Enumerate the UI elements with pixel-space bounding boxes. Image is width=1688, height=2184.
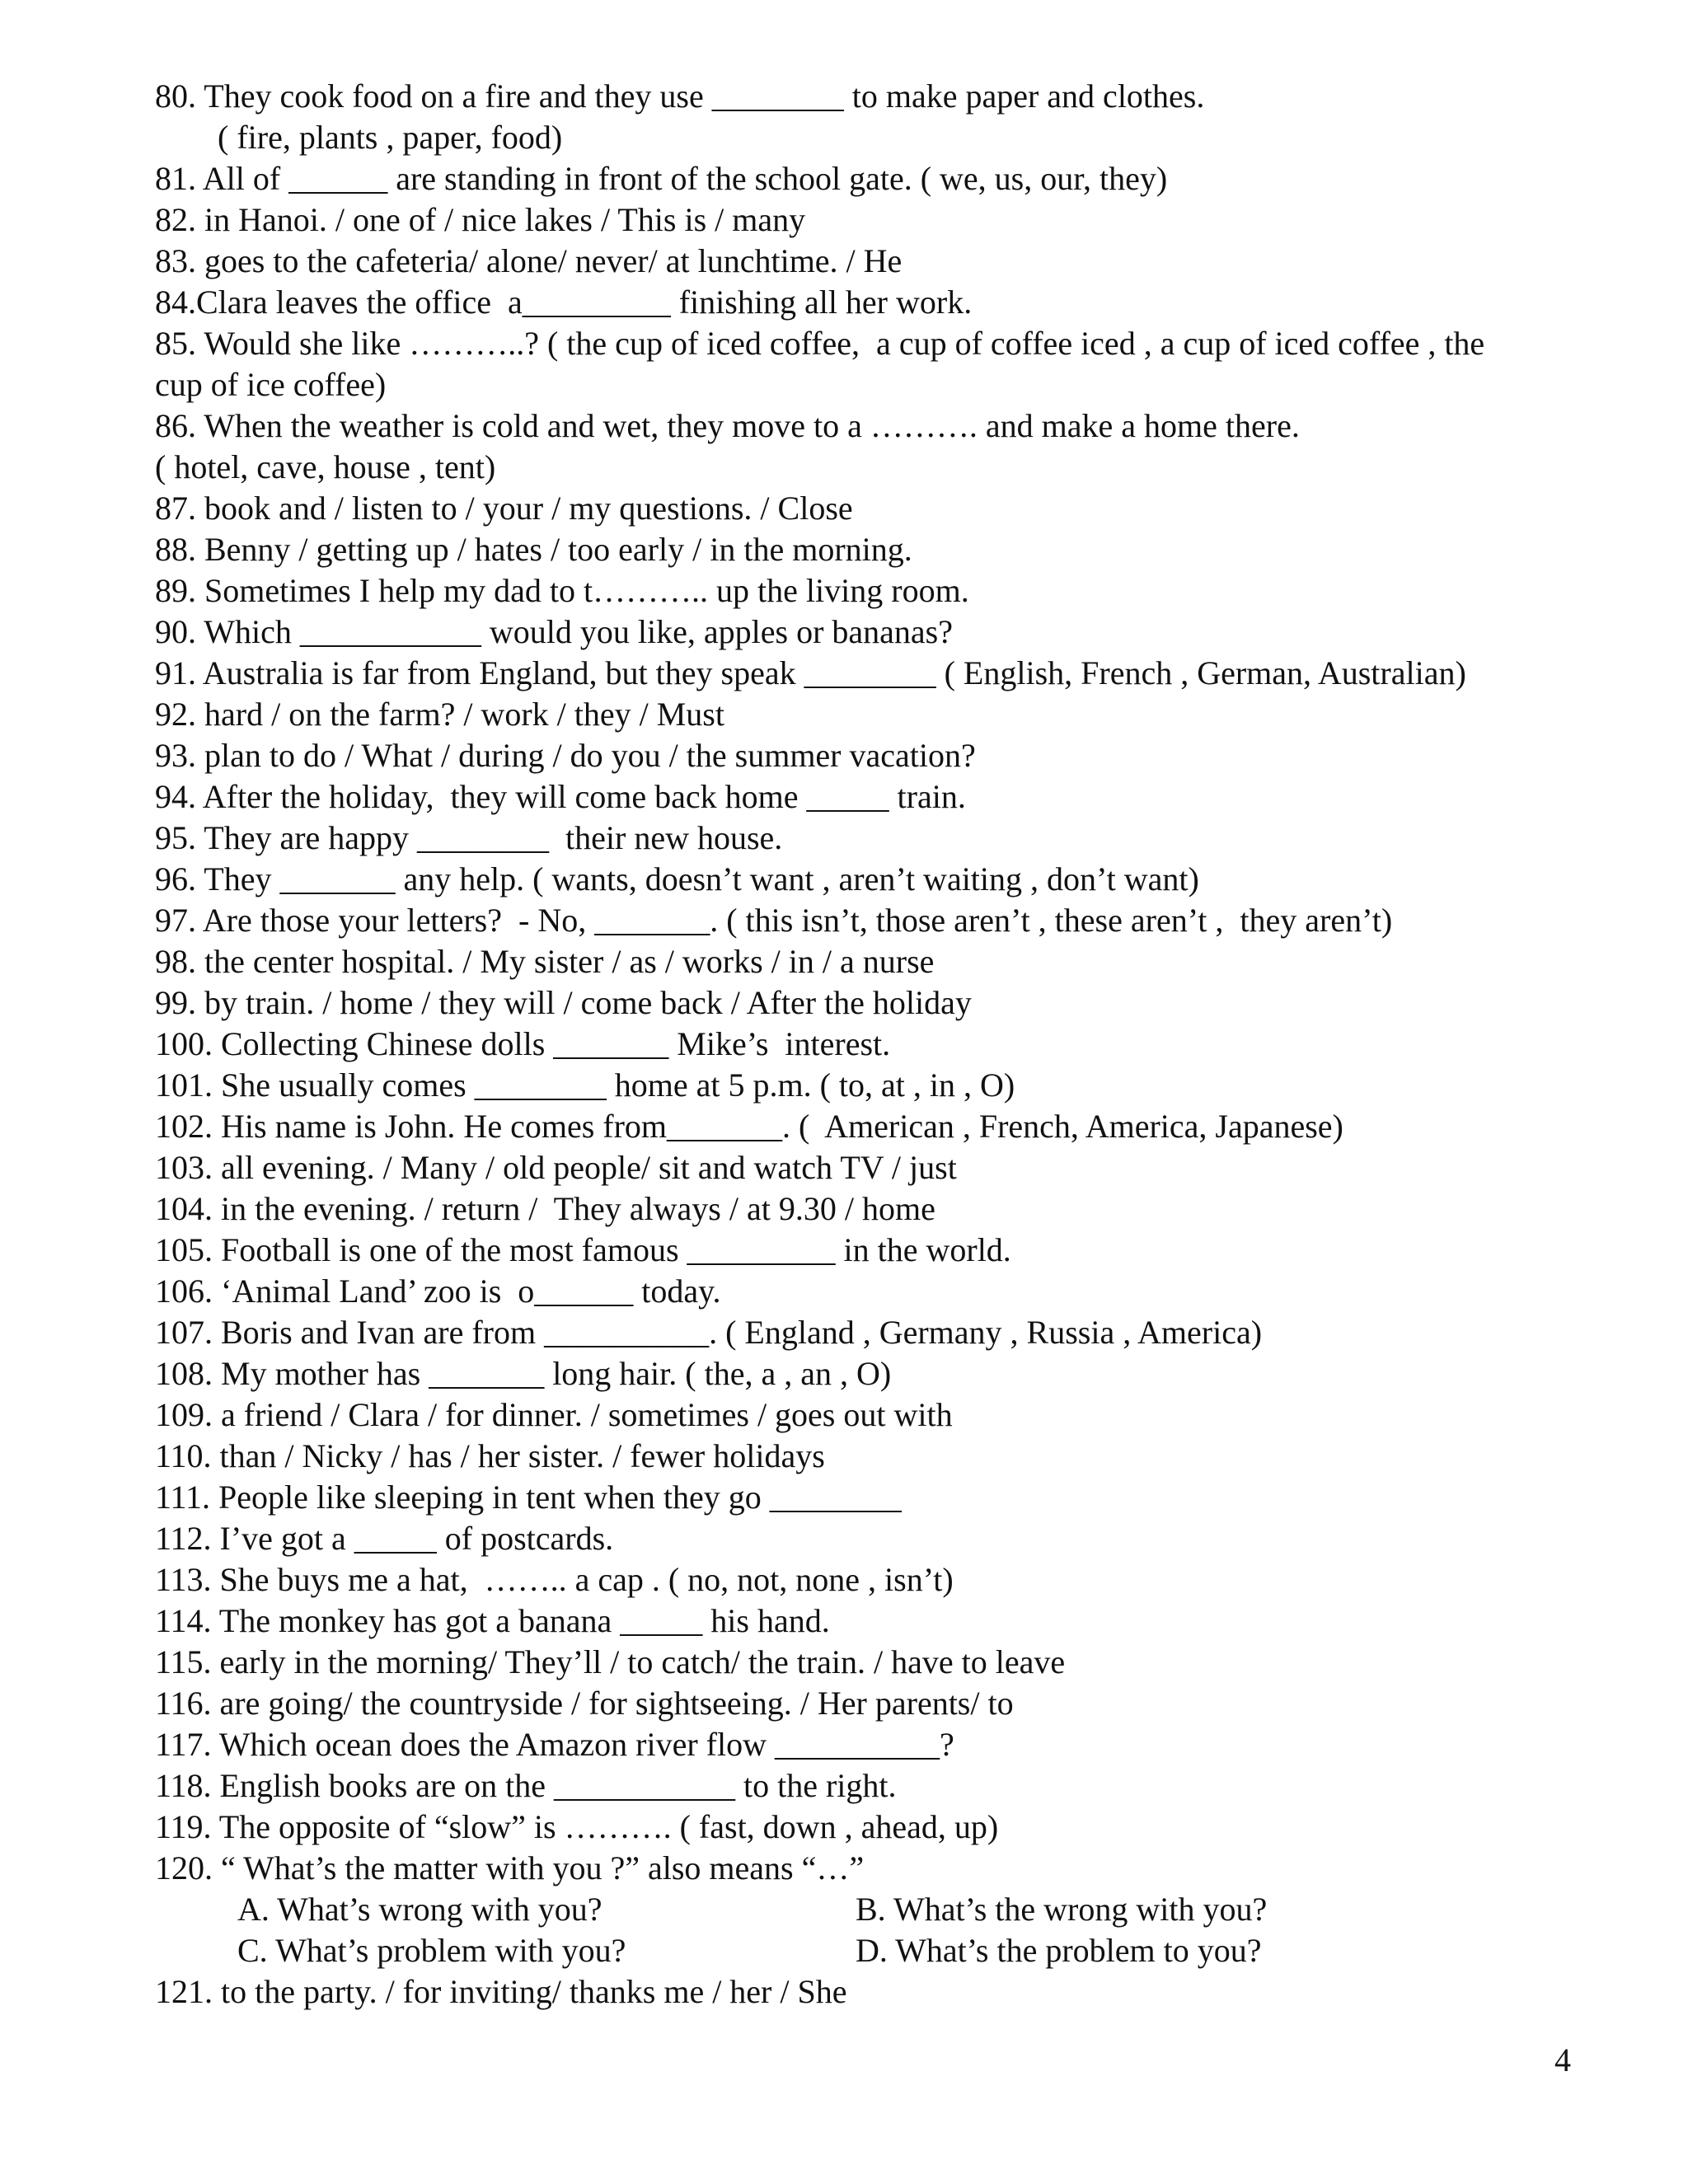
exercise-line: 98. the center hospital. / My sister / as / works / in / a nurse — [155, 943, 935, 980]
exercise-line: 92. hard / on the farm? / work / they / Must — [155, 696, 724, 733]
exercise-line: 118. English books are on the ___________ to the right. — [155, 1767, 897, 1804]
exercise-line: 100. Collecting Chinese dolls _______ Mike’s interest. — [155, 1025, 891, 1062]
exercise-line: 112. I’ve got a _____ of postcards. — [155, 1520, 614, 1557]
answer-option-c: C. What’s problem with you? — [237, 1932, 626, 1969]
exercise-line: 80. They cook food on a fire and they use ________ to make paper and clothes. — [155, 77, 1205, 115]
answer-option-b: B. What’s the wrong with you? — [856, 1891, 1268, 1928]
exercise-line: 103. all evening. / Many / old people/ sit and watch TV / just — [155, 1149, 957, 1186]
exercise-line-continuation: cup of ice coffee) — [155, 366, 387, 403]
exercise-line: 121. to the party. / for inviting/ thanks me / her / She — [155, 1973, 847, 2010]
exercise-line: 114. The monkey has got a banana _____ his hand. — [155, 1602, 830, 1639]
answer-options-row — [155, 1889, 1622, 1930]
exercise-line: 93. plan to do / What / during / do you / the summer vacation? — [155, 737, 976, 774]
exercise-line: 87. book and / listen to / your / my questions. / Close — [155, 490, 853, 527]
exercise-list — [155, 76, 1622, 2013]
exercise-line: 94. After the holiday, they will come back home _____ train. — [155, 778, 966, 815]
exercise-line: 89. Sometimes I help my dad to t……….. up the living room. — [155, 572, 969, 609]
answer-option-a: A. What’s wrong with you? — [237, 1891, 603, 1928]
exercise-line: 104. in the evening. / return / They always / at 9.30 / home — [155, 1190, 935, 1227]
page-number: 4 — [1554, 2041, 1571, 2079]
exercise-line: 97. Are those your letters? - No, _______. ( this isn’t, those aren’t , these aren’t , they aren’t) — [155, 902, 1393, 939]
exercise-line: 90. Which ___________ would you like, apples or bananas? — [155, 613, 953, 650]
exercise-line: 82. in Hanoi. / one of / nice lakes / This is / many — [155, 201, 806, 238]
exercise-line: 111. People like sleeping in tent when they go ________ — [155, 1479, 902, 1516]
answer-option-d: D. What’s the problem to you? — [856, 1932, 1262, 1969]
exercise-line: 106. ‘Animal Land’ zoo is o______ today. — [155, 1272, 721, 1310]
exercise-line: 119. The opposite of “slow” is ………. ( fast, down , ahead, up) — [155, 1808, 999, 1845]
exercise-line: 84.Clara leaves the office a_________ finishing all her work. — [155, 284, 973, 321]
exercise-line: 91. Australia is far from England, but they speak ________ ( English, French , German, Australian) — [155, 654, 1466, 691]
exercise-line: 95. They are happy ________ their new house. — [155, 819, 783, 856]
exercise-line: 83. goes to the cafeteria/ alone/ never/ at lunchtime. / He — [155, 242, 903, 279]
exercise-line: 96. They _______ any help. ( wants, doesn’t want , aren’t waiting , don’t want) — [155, 860, 1199, 898]
exercise-line: 101. She usually comes ________ home at 5 p.m. ( to, at , in , O) — [155, 1066, 1015, 1104]
exercise-line: 113. She buys me a hat, …….. a cap . ( no, not, none , isn’t) — [155, 1561, 954, 1598]
exercise-line: 85. Would she like ………..? ( the cup of iced coffee, a cup of coffee iced , a cup of iced coffee , the — [155, 325, 1485, 362]
exercise-line: 110. than / Nicky / has / her sister. / fewer holidays — [155, 1437, 825, 1474]
exercise-line: 105. Football is one of the most famous _________ in the world. — [155, 1231, 1011, 1268]
exercise-line: 109. a friend / Clara / for dinner. / sometimes / goes out with — [155, 1396, 953, 1433]
exercise-line: 115. early in the morning/ They’ll / to catch/ the train. / have to leave — [155, 1643, 1066, 1680]
exercise-line: 102. His name is John. He comes from_______. ( American , French, America, Japanese) — [155, 1108, 1343, 1145]
exercise-line: 86. When the weather is cold and wet, they move to a ………. and make a home there. — [155, 407, 1300, 444]
exercise-line: 88. Benny / getting up / hates / too early / in the morning. — [155, 531, 912, 568]
exercise-line: 116. are going/ the countryside / for sightseeing. / Her parents/ to — [155, 1685, 1014, 1722]
exercise-line: 108. My mother has _______ long hair. ( the, a , an , O) — [155, 1355, 892, 1392]
exercise-line: 99. by train. / home / they will / come back / After the holiday — [155, 984, 972, 1021]
exercise-line: 81. All of ______ are standing in front of the school gate. ( we, us, our, they) — [155, 160, 1168, 197]
exercise-options-line: ( hotel, cave, house , tent) — [155, 448, 496, 485]
exercise-line: 107. Boris and Ivan are from __________. ( England , Germany , Russia , America) — [155, 1314, 1263, 1351]
answer-options-row — [155, 1930, 1622, 1971]
exercise-line: 117. Which ocean does the Amazon river flow __________? — [155, 1726, 954, 1763]
exercise-options-line: ( fire, plants , paper, food) — [218, 119, 563, 156]
exercise-line: 120. “ What’s the matter with you ?” also means “…” — [155, 1849, 865, 1886]
